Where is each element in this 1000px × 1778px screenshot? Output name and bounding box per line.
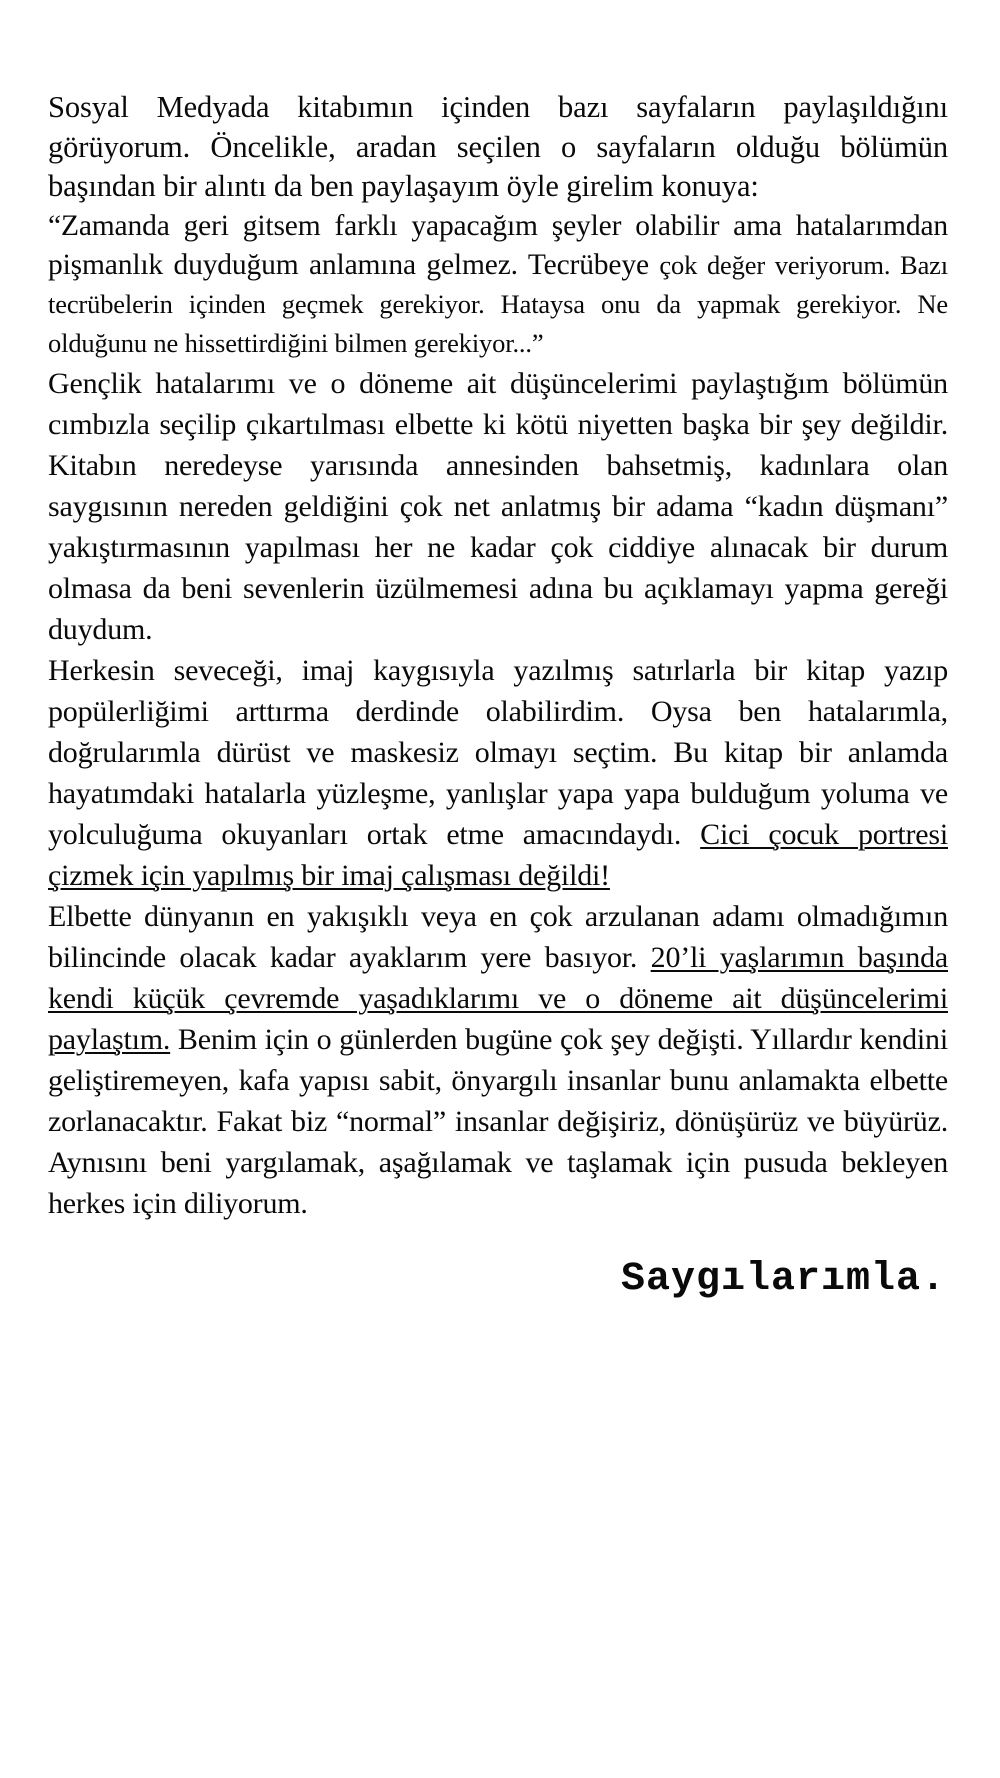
body-3-lead-text: Elbette dünyanın en yakışıklı veya en çok arzulanan adamı olmadığımın bilincinde olacak kadar ayaklarım yere basıyor. [48,899,948,974]
signature-row [48,1256,948,1304]
quote-remainder: çok değer veriyorum. Bazı tecrübelerin içinden geçmek gerekiyor. Hataysa onu da yapmak gerekiyor. Ne olduğunu ne hissettirdiğini bilmen gerekiyor...” [48,249,949,358]
paragraph-body-2 [48,650,948,896]
paragraph-pull-quote [48,207,948,363]
body-2-plain-text: Herkesin seveceği, imaj kaygısıyla yazılmış satırlarla bir kitap yazıp popülerliğimi arttırma derdinde olabilirdim. Oysa ben hatalarımla, doğrularımla dürüst ve maskesiz olmayı seçtim. Bu kitap bir anlamda hayatımdaki hatalarla yüzleşme, yanlışlar yapa yapa bulduğum yoluma ve yolculuğuma okuyanları ortak etme amacındaydı. [48,653,948,851]
body-3-rest-text: Benim için o günlerden bugüne çok şey değişti. Yıllardır kendini geliştiremeyen, kafa yapısı sabit, önyargılı insanlar bunu anlamakta elbette zorlanacaktır. Fakat biz “normal” insanlar değişiriz, dönüşürüz ve büyürüz. Aynısını beni yargılamak, aşağılamak ve taşlamak için pusuda bekleyen herkes için diliyorum. [48,1022,948,1220]
paragraph-intro: Sosyal Medyada kitabımın içinden bazı sayfaların paylaşıldığını görüyorum. Öncelikle, aradan seçilen o sayfaların olduğu bölümün başından bir alıntı da ben paylaşayım öyle girelim konuya: [48,90,948,203]
paragraph-body-3 [48,896,948,1224]
document-body [48,88,948,1304]
signature-text: Saygılarımla. [620,1256,946,1302]
body-2-underlined-text: Cici çocuk portresi çizmek için yapılmış bir imaj çalışması değildi! [48,817,948,892]
paragraph-body-1: Gençlik hatalarımı ve o döneme ait düşüncelerimi paylaştığım bölümün cımbızla seçilip çıkartılması elbette ki kötü niyetten başka bir şey değildir. Kitabın neredeyse yarısında annesinden bahsetmiş, kadınlara olan saygısının nereden geldiğini çok net anlatmış bir adama “kadın düşmanı” yakıştırmasının yapılması her ne kadar çok ciddiye alınacak bir durum olmasa da beni sevenlerin üzülmemesi adına bu açıklamayı yapma gereği duydum. [48,366,948,646]
quote-first-sentence: “Zamanda geri gitsem farklı yapacağım şeyler olabilir ama hatalarımdan pişmanlık duyduğum anlamına gelmez. Tecrübeye [48,209,948,281]
body-3-underlined-text: 20’li yaşlarımın başında kendi küçük çevremde yaşadıklarımı ve o döneme ait düşüncelerimi paylaştım. [48,940,948,1056]
